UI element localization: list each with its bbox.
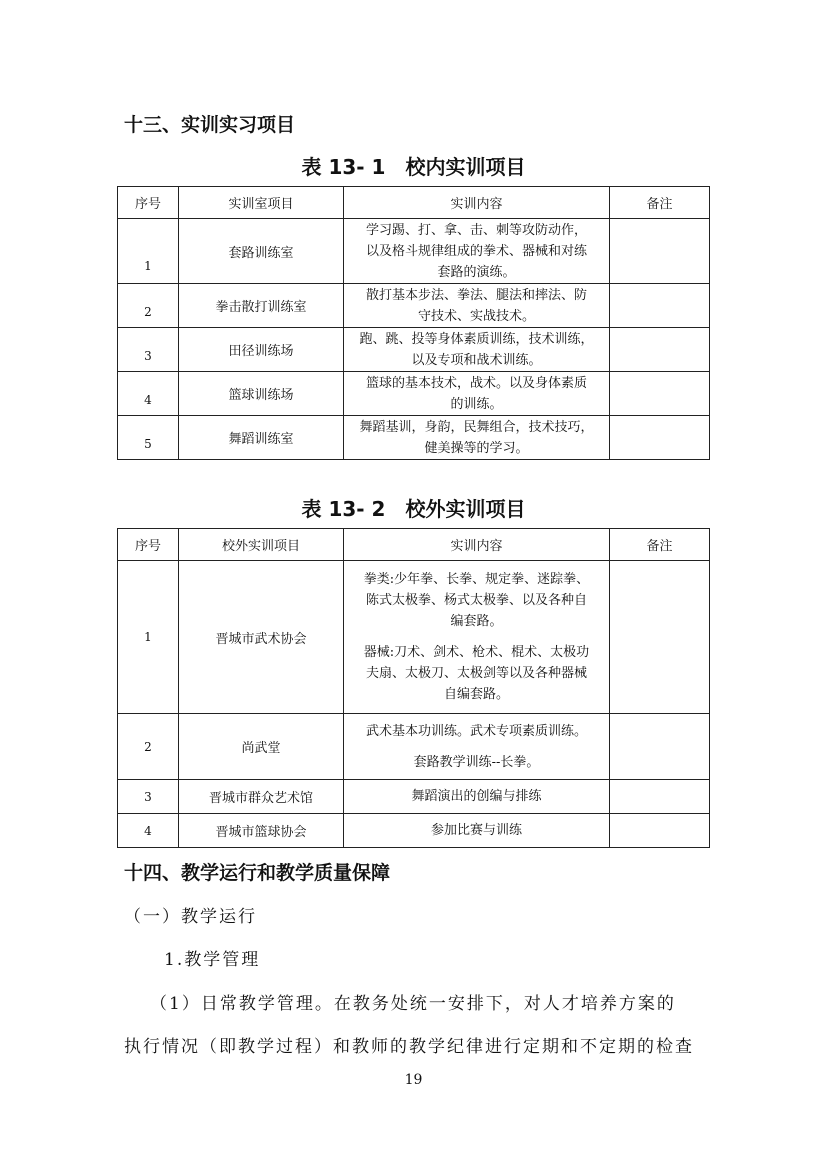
column-header-item: 实训室项目: [179, 187, 344, 219]
table-row: [118, 416, 710, 460]
table-2-header-row: [118, 529, 710, 561]
row-note: [610, 416, 710, 460]
row-number: 4: [118, 372, 179, 416]
row-content: 拳类:少年拳、长拳、规定拳、迷踪拳、 陈式太极拳、杨式太极拳、以及各种自 编套路。 器械:刀术、剑术、枪术、棍术、太极功 夫扇、太极刀、太极剑等以及各种器械 自编套路。: [344, 561, 610, 714]
column-header-no: 序号: [118, 187, 179, 219]
row-item: 舞蹈训练室: [179, 416, 344, 460]
table-row: [118, 814, 710, 848]
table-1-title: 表 13- 1 校内实训项目: [301, 155, 526, 179]
row-number: 2: [118, 714, 179, 780]
column-header-content: 实训内容: [344, 187, 610, 219]
row-item: 拳击散打训练室: [179, 284, 344, 328]
section-14-heading: 十四、教学运行和教学质量保障: [124, 862, 391, 884]
row-note: [610, 284, 710, 328]
row-number: 1: [118, 219, 179, 284]
row-note: [610, 814, 710, 848]
table-2: [117, 528, 710, 848]
row-content: 武术基本功训练。武术专项素质训练。 套路教学训练--长拳。: [344, 714, 610, 780]
row-number: 1: [118, 561, 179, 714]
row-item: 田径训练场: [179, 328, 344, 372]
row-number: 3: [118, 328, 179, 372]
row-number: 3: [118, 780, 179, 814]
row-number: 5: [118, 416, 179, 460]
row-note: [610, 372, 710, 416]
row-content: 跑、跳、投等身体素质训练，技术训练， 以及专项和战术训练。: [344, 328, 610, 372]
subsubsection-heading: 1.教学管理: [164, 950, 261, 970]
row-content: 参加比赛与训练: [344, 814, 610, 848]
table-row: [118, 714, 710, 780]
row-item: 晋城市武术协会: [179, 561, 344, 714]
row-note: [610, 714, 710, 780]
column-header-content: 实训内容: [344, 529, 610, 561]
row-note: [610, 780, 710, 814]
section-13-heading: 十三、实训实习项目: [124, 114, 296, 136]
row-note: [610, 219, 710, 284]
row-content: 舞蹈演出的创编与排练: [344, 780, 610, 814]
paragraph-line-1: （1）日常教学管理。在教务处统一安排下，对人才培养方案的: [150, 994, 676, 1014]
row-item: 尚武堂: [179, 714, 344, 780]
table-row: [118, 561, 710, 714]
column-header-note: 备注: [610, 529, 710, 561]
row-item: 篮球训练场: [179, 372, 344, 416]
page-number: 19: [404, 1072, 423, 1088]
row-number: 2: [118, 284, 179, 328]
paragraph-line-2: 执行情况（即教学过程）和教师的教学纪律进行定期和不定期的检查: [124, 1037, 694, 1057]
subsection-heading: （一）教学运行: [124, 907, 257, 927]
table-2-title: 表 13- 2 校外实训项目: [301, 497, 526, 521]
table-row: [118, 284, 710, 328]
column-header-note: 备注: [610, 187, 710, 219]
row-number: 4: [118, 814, 179, 848]
table-1-header-row: [118, 187, 710, 219]
column-header-no: 序号: [118, 529, 179, 561]
table-1: [117, 186, 710, 460]
column-header-item: 校外实训项目: [179, 529, 344, 561]
row-content: 篮球的基本技术，战术。以及身体素质 的训练。: [344, 372, 610, 416]
row-item: 晋城市篮球协会: [179, 814, 344, 848]
row-content: 学习踢、打、拿、击、刺等攻防动作， 以及格斗规律组成的拳术、器械和对练 套路的演练。: [344, 219, 610, 284]
row-item: 套路训练室: [179, 219, 344, 284]
table-row: [118, 780, 710, 814]
table-row: [118, 372, 710, 416]
row-content: 舞蹈基训，身韵，民舞组合，技术技巧， 健美操等的学习。: [344, 416, 610, 460]
table-row: [118, 219, 710, 284]
row-note: [610, 328, 710, 372]
row-content: 散打基本步法、拳法、腿法和摔法、防 守技术、实战技术。: [344, 284, 610, 328]
table-row: [118, 328, 710, 372]
row-item: 晋城市群众艺术馆: [179, 780, 344, 814]
row-note: [610, 561, 710, 714]
